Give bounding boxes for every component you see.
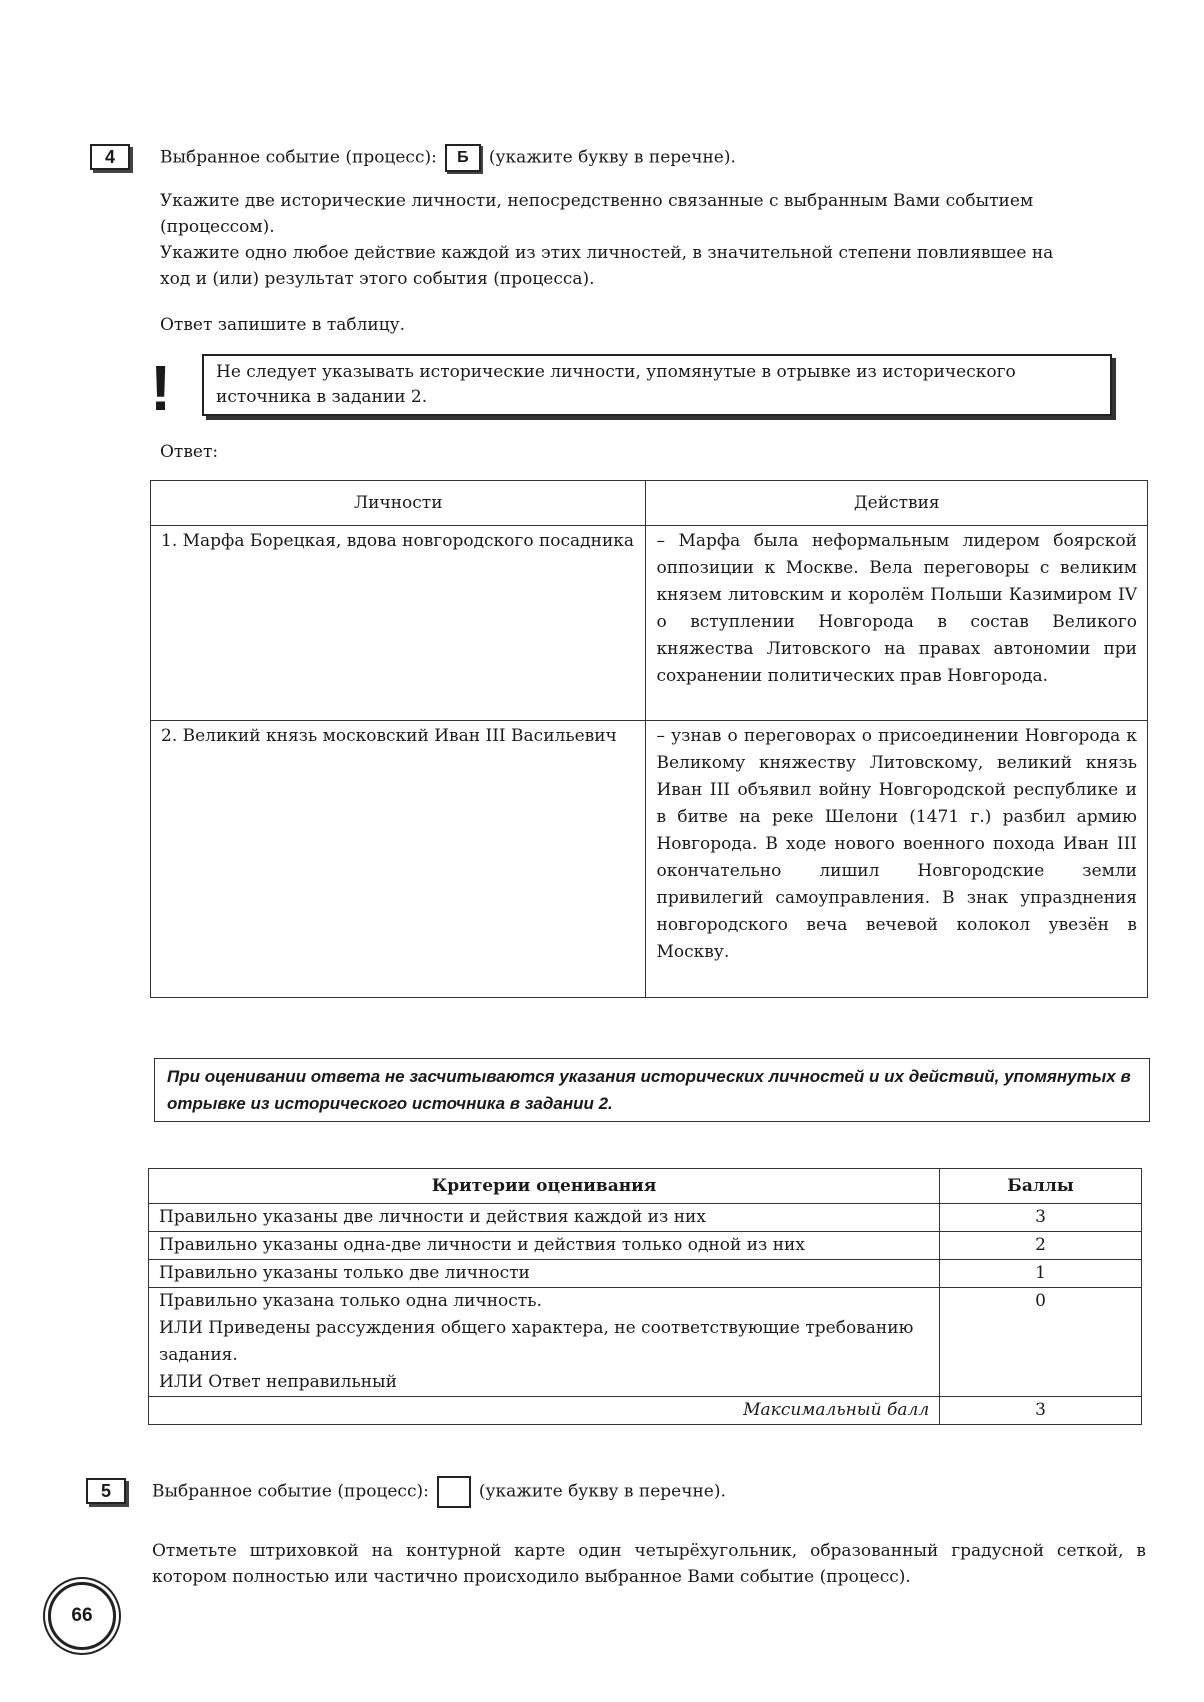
table-row	[149, 1288, 1142, 1397]
instruction-line: (процессом).	[160, 217, 275, 237]
instruction-line: Укажите одно любое действие каждой из этих личностей, в значительной степени повлиявшее на	[160, 243, 1054, 263]
grading-note: При оценивании ответа не засчитываются указания исторических личностей и их действий, упомянутых в отрывке из исторического источника в задании 2.	[154, 1058, 1150, 1122]
task-number-text: 5	[100, 1480, 111, 1501]
exclamation-icon: !	[150, 352, 172, 424]
task-number-5	[86, 1478, 126, 1504]
criteria-table	[148, 1168, 1142, 1425]
answer-table-header	[151, 481, 1148, 526]
table-row	[149, 1260, 1142, 1288]
page-number-badge	[48, 1582, 116, 1650]
task-number-4	[90, 144, 130, 170]
task5-instruction: Отметьте штриховкой на контурной карте один четырёхугольник, образованный градусной сеткой, в котором полностью или частично происходило выбранное Вами событие (процесс).	[152, 1541, 1146, 1587]
person-cell: 1. Марфа Борецкая, вдова новгородского посадника	[151, 526, 646, 721]
criterion-line: Правильно указана только одна личность.	[159, 1291, 542, 1311]
max-score-label: Максимальный балл	[149, 1397, 940, 1425]
criterion-line: ИЛИ Приведены рассуждения общего характера, не соответствующие требованию задания.	[159, 1318, 914, 1365]
instruction-line: Укажите две исторические личности, непосредственно связанные с выбранным Вами событием	[160, 191, 1034, 211]
warning-line: источника в задании 2.	[216, 387, 428, 407]
answer-in-table-text: Ответ запишите в таблицу.	[160, 315, 406, 335]
score-cell: 0	[940, 1288, 1142, 1397]
action-cell: – Марфа была неформальным лидером боярской оппозиции к Москве. Вела переговоры с великим князем литовским и королём Польши Казимиром IV о вступлении Новгорода в состав Великого княжества Литовского на правах автономии при сохранении политических прав Новгорода.	[646, 526, 1148, 721]
empty-letter-box[interactable]	[437, 1476, 471, 1508]
criterion-line: ИЛИ Ответ неправильный	[159, 1372, 397, 1392]
score-cell: 1	[940, 1260, 1142, 1288]
table-row	[151, 721, 1148, 998]
chosen-event-label: Выбранное событие (процесс):	[152, 1481, 429, 1502]
warning-line: Не следует указывать исторические личности, упомянутые в отрывке из исторического	[216, 362, 1016, 382]
criterion-cell: Правильно указаны одна-две личности и действия только одной из них	[149, 1232, 940, 1260]
criteria-header	[149, 1169, 1142, 1204]
warning-box	[202, 354, 1112, 416]
score-cell: 3	[940, 1204, 1142, 1232]
answer-label: Ответ:	[160, 442, 219, 462]
person-cell: 2. Великий князь московский Иван III Васильевич	[151, 721, 646, 998]
table-row	[149, 1204, 1142, 1232]
task5-chosen-event	[152, 1476, 726, 1508]
task4-chosen-event	[160, 144, 736, 172]
instruction-line: ход и (или) результат этого события (процесса).	[160, 269, 595, 289]
score-header-text: Баллы	[940, 1169, 1142, 1204]
score-cell: 2	[940, 1232, 1142, 1260]
criterion-cell: Правильно указаны две личности и действия каждой из них	[149, 1204, 940, 1232]
chosen-event-label: Выбранное событие (процесс):	[160, 147, 437, 168]
criteria-header-text: Критерии оценивания	[149, 1169, 940, 1204]
task4-instructions	[160, 188, 1156, 292]
table-row	[149, 1232, 1142, 1260]
criterion-cell: Правильно указаны только две личности	[149, 1260, 940, 1288]
chosen-event-hint: (укажите букву в перечне).	[478, 1481, 726, 1502]
chosen-letter: Б	[457, 149, 469, 166]
task-number-text: 4	[104, 146, 115, 167]
max-score-value: 3	[940, 1397, 1142, 1425]
page-number-text: 66	[71, 1605, 93, 1626]
criterion-cell	[149, 1288, 940, 1397]
answer-table	[150, 480, 1148, 998]
max-score-row	[149, 1397, 1142, 1425]
table-row	[151, 526, 1148, 721]
chosen-letter-box	[445, 144, 481, 172]
header-persons: Личности	[151, 481, 646, 526]
header-actions: Действия	[646, 481, 1148, 526]
chosen-event-hint: (укажите букву в перечне).	[488, 147, 736, 168]
action-cell: – узнав о переговорах о присоединении Новгорода к Великому княжеству Литовскому, великий князь Иван III объявил войну Новгородской республике и в битве на реке Шелони (1471 г.) разбил армию Новгорода. В ходе нового военного похода Иван III окончательно лишил Новгородские земли привилегий самоуправления. В знак упразднения новгородского веча вечевой колокол увезён в Москву.	[646, 721, 1148, 998]
